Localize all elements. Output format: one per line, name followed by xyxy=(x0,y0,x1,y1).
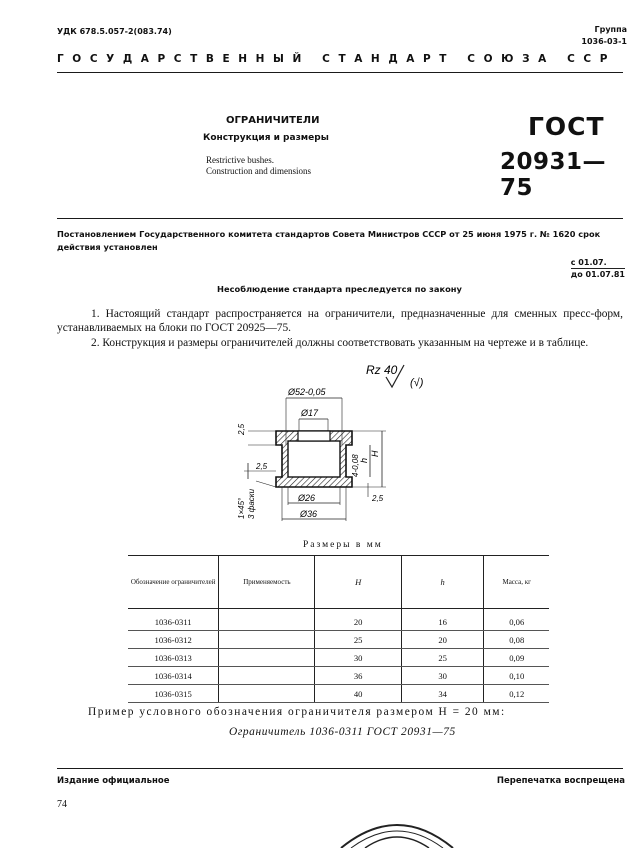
cell: 1036-0311 xyxy=(128,609,219,631)
dimensions-table xyxy=(128,555,549,703)
cell xyxy=(219,685,315,703)
gost-label: ГОСТ xyxy=(528,112,605,141)
cell: 40 xyxy=(315,685,401,703)
cell: 0,06 xyxy=(484,609,549,631)
state-standard-banner: ГОСУДАРСТВЕННЫЙ СТАНДАРТ СОЮЗА ССР xyxy=(57,53,617,65)
col-mass: Масса, кг xyxy=(484,556,549,609)
law-notice: Несоблюдение стандарта преследуется по закону xyxy=(217,284,462,294)
cell: 0,10 xyxy=(484,667,549,685)
page-number: 74 xyxy=(57,799,67,810)
cell: 36 xyxy=(315,667,401,685)
cell: 30 xyxy=(315,649,401,667)
table-row xyxy=(128,609,549,631)
dim-2-5-left: 2,5 xyxy=(256,462,268,471)
table-row xyxy=(128,667,549,685)
cell: 0,09 xyxy=(484,649,549,667)
col-applicability: Применяемость xyxy=(219,556,315,609)
dim-2-5-right: 2,5 xyxy=(372,494,384,503)
dim-chamfer-count: 3 фаски xyxy=(247,488,256,519)
dim-d17: Ø17 xyxy=(301,408,319,418)
official-edition: Издание официальное xyxy=(57,776,170,786)
col-H: H xyxy=(315,556,401,609)
header-divider xyxy=(57,72,623,73)
cell xyxy=(219,609,315,631)
library-stamp xyxy=(337,808,457,848)
cell: 30 xyxy=(401,667,484,685)
cell: 1036-0315 xyxy=(128,685,219,703)
english-title-line1: Restrictive bushes. xyxy=(206,155,274,165)
roughness-paren: (√) xyxy=(410,377,424,389)
dim-d36: Ø36 xyxy=(300,509,318,519)
designation-example-value: Ограничитель 1036-0311 ГОСТ 20931—75 xyxy=(229,726,456,738)
table-row xyxy=(128,631,549,649)
dim-d52: Ø52-0,05 xyxy=(288,387,326,397)
cell: 0,08 xyxy=(484,631,549,649)
udk-code: УДК 678.5.057-2(083.74) xyxy=(57,27,172,36)
group-label: Группа xyxy=(594,25,627,34)
table-row xyxy=(128,649,549,667)
bushing-drawing xyxy=(200,355,440,535)
table-caption: Размеры в мм xyxy=(303,540,383,550)
col-designation: Обозначение ограничителей xyxy=(128,556,219,609)
title-divider xyxy=(57,218,623,219)
gost-number: 20931—75 xyxy=(500,149,607,201)
dim-2-5-top: 2,5 xyxy=(237,423,246,435)
cell xyxy=(219,649,315,667)
cell: 20 xyxy=(401,631,484,649)
dim-h: h xyxy=(359,457,369,463)
cell: 25 xyxy=(315,631,401,649)
cell: 1036-0314 xyxy=(128,667,219,685)
cell xyxy=(219,631,315,649)
cell: 1036-0312 xyxy=(128,631,219,649)
dim-chamfer: 1×45° xyxy=(237,497,246,519)
date-to: до 01.07.81 xyxy=(570,270,625,279)
validity-dates xyxy=(571,257,625,280)
paragraph-1: 1. Настоящий стандарт распространяется на ограничители, предназначенные для сменных пресс-форм, устанавливаемых на блоки по ГОСТ 20925—75. xyxy=(57,308,623,334)
reprint-prohibited: Перепечатка воспрещена xyxy=(496,776,625,786)
decree-text: Постановлением Государственного комитета стандартов Совета Министров СССР от 25 июня 1975 г. № 1620 срок действия установлен xyxy=(57,229,601,252)
cell: 20 xyxy=(315,609,401,631)
dim-H: H xyxy=(370,450,380,457)
dim-d26: Ø26 xyxy=(298,493,316,503)
dim-4: 4-0,08 xyxy=(351,454,360,477)
page-subtitle: Конструкция и размеры xyxy=(203,133,329,143)
cell: 16 xyxy=(401,609,484,631)
paragraph-2: 2. Конструкция и размеры ограничителей должны соответствовать указанным на чертеже и в таблице. xyxy=(91,337,589,349)
designation-example-label: Пример условного обозначения ограничителя размером H = 20 мм: xyxy=(88,706,506,718)
footer-divider xyxy=(57,768,623,769)
roughness-label: Rz 40 xyxy=(366,363,398,377)
col-h: h xyxy=(401,556,484,609)
group-code: 1036-03-1 xyxy=(581,37,627,46)
cell: 1036-0313 xyxy=(128,649,219,667)
cell: 25 xyxy=(401,649,484,667)
english-title xyxy=(206,155,311,177)
date-from: с 01.07. xyxy=(570,258,607,267)
group-block xyxy=(581,24,627,48)
cell: 34 xyxy=(401,685,484,703)
cell xyxy=(219,667,315,685)
cell: 0,12 xyxy=(484,685,549,703)
table-row xyxy=(128,685,549,703)
page-title: ОГРАНИЧИТЕЛИ xyxy=(226,115,320,126)
english-title-line2: Construction and dimensions xyxy=(206,166,311,176)
table-header-row xyxy=(128,556,549,609)
